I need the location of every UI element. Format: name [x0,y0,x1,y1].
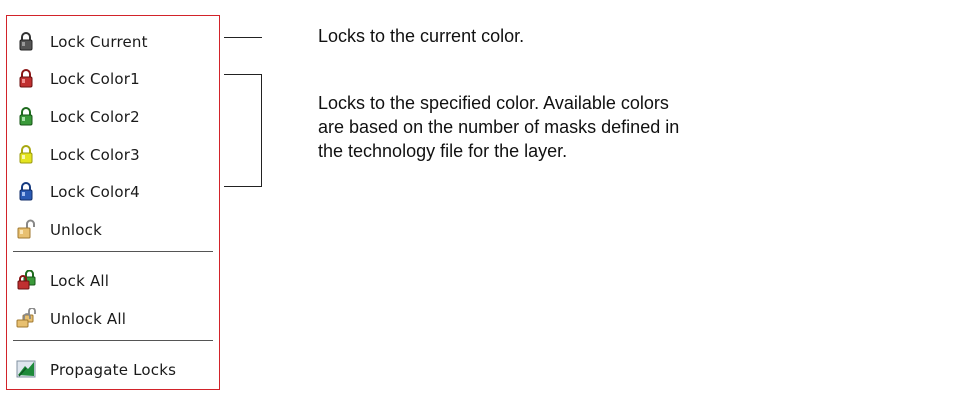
menu-item-lock-color1[interactable] [7,62,217,94]
lock-all-icon [16,270,36,290]
menu-item-label: Lock Color3 [50,146,140,164]
menu-item-propagate-locks[interactable] [7,353,217,385]
callout-bracket-bottom [224,186,262,187]
lock-icon [16,144,36,164]
callout-specified-color-line1: Locks to the specified color. Available colors [318,93,669,113]
callout-bracket-top [224,74,262,75]
unlock-all-icon [16,308,36,328]
menu-item-label: Lock Current [50,33,148,51]
menu-item-label: Lock Color1 [50,70,140,88]
lock-icon [16,181,36,201]
callout-specified-color-line2: are based on the number of masks defined in [318,117,680,137]
menu-item-unlock-all[interactable] [7,302,217,334]
unlock-icon [16,219,36,239]
menu-item-lock-color3[interactable] [7,138,217,170]
menu-item-label: Unlock [50,221,102,239]
callout-current-color: Locks to the current color. [318,26,525,46]
lock-icon [16,68,36,88]
propagate-icon [16,359,36,379]
callout-bracket-vertical [261,74,262,187]
menu-item-label: Lock Color2 [50,108,140,126]
menu-separator [13,251,213,252]
menu-item-unlock[interactable] [7,213,217,245]
lock-icon [16,31,36,51]
menu-item-label: Lock All [50,272,110,290]
menu-item-label: Lock Color4 [50,183,140,201]
callout-leader-line [224,37,262,38]
menu-item-lock-color2[interactable] [7,100,217,132]
lock-context-menu [6,15,220,390]
menu-item-label: Propagate Locks [50,361,177,379]
menu-item-label: Unlock All [50,310,127,328]
callout-specified-color-line3: the technology file for the layer. [318,141,568,161]
menu-item-lock-color4[interactable] [7,175,217,207]
menu-separator [13,340,213,341]
lock-icon [16,106,36,126]
menu-item-lock-current[interactable] [7,25,217,57]
menu-item-lock-all[interactable] [7,264,217,296]
